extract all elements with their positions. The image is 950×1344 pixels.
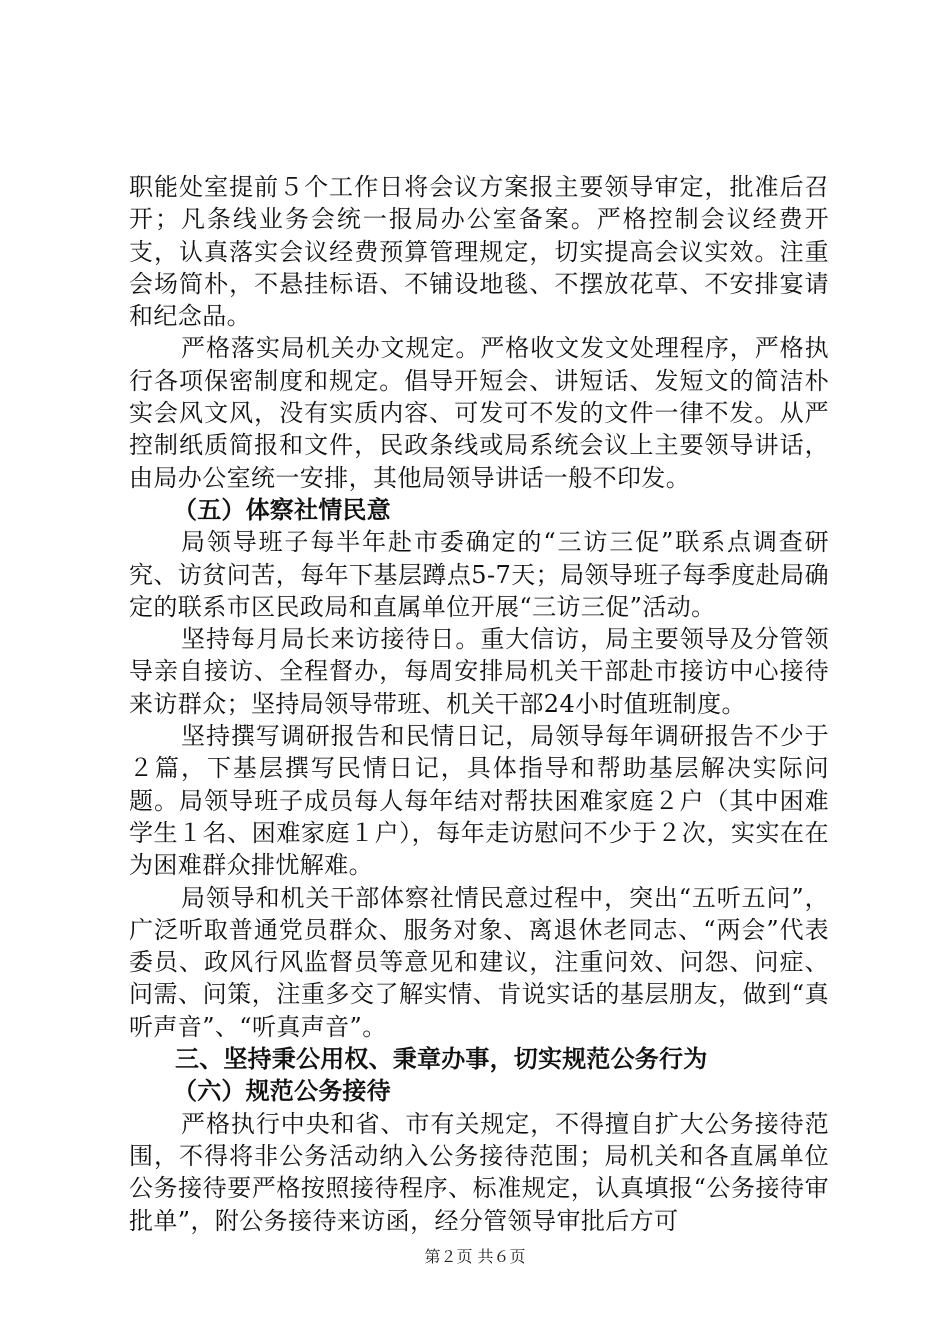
section-heading-five: （五）体察社情民意 xyxy=(173,495,391,524)
chapter-heading-three: 三、坚持秉公用权、秉章办事，切实规范公务行为 xyxy=(175,1045,708,1074)
paragraph-document-rules: 严格落实局机关办文规定。严格收文发文处理程序，严格执行各项保密制度和规定。倡导开短会、讲短话、发短文的简洁朴实会风文风，没有实质内容、可发可不发的文件一律不发。从严控制纸质简报和文件，民政条线或局系统会议上主要领导讲话，由局办公室统一安排，其他局领导讲话一般不印发。 xyxy=(129,334,829,492)
paragraph-five-listen-five-ask: 局领导和机关干部体察社情民意过程中，突出“五听五问”，广泛听取普通党员群众、服务对象、离退休老同志、“两会”代表委员、政风行风监督员等意见和建议，注重问效、问怨、问症、问需、问策，注重多交了解实情、肯说实话的基层朋友，做到“真听声音”、“听真声音”。 xyxy=(129,883,829,1041)
paragraph-official-reception: 严格执行中央和省、市有关规定，不得擅自扩大公务接待范围，不得将非公务活动纳入公务接待范围；局机关和各直属单位公务接待要严格按照接待程序、标准规定，认真填报“公务接待审批单”，附公务接待来访函，经分管领导审批后方可 xyxy=(129,1109,829,1235)
paragraph-reception-day: 坚持每月局长来访接待日。重大信访，局主要领导及分管领导亲自接访、全程督办，每周安排局机关干部赴市接访中心接待来访群众；坚持局领导带班、机关干部24小时值班制度。 xyxy=(129,625,829,718)
paragraph-meeting-rules: 职能处室提前５个工作日将会议方案报主要领导审定，批准后召开；凡条线业务会统一报局办公室备案。严格控制会议经费开支，认真落实会议经费预算管理规定，切实提高会议实效。注重会场简朴，不悬挂标语、不铺设地毯、不摆放花草、不安排宴请和纪念品。 xyxy=(129,173,829,331)
paragraph-research-reports: 坚持撰写调研报告和民情日记，局领导每年调研报告不少于２篇，下基层撰写民情日记，具体指导和帮助基层解决实际问题。局领导班子成员每人每年结对帮扶困难家庭２户（其中困难学生１名、困难家庭１户），每年走访慰问不少于２次，实实在在为困难群众排忧解难。 xyxy=(129,722,829,880)
paragraph-field-visits: 局领导班子每半年赴市委确定的“三访三促”联系点调查研究、访贫问苦，每年下基层蹲点5-7天；局领导班子每季度赴局确定的联系市区民政局和直属单位开展“三访三促”活动。 xyxy=(129,528,829,621)
page-number-footer: 第２页 共６页 xyxy=(424,1247,526,1266)
section-heading-six: （六）规范公务接待 xyxy=(173,1077,391,1106)
document-body xyxy=(129,171,829,1237)
